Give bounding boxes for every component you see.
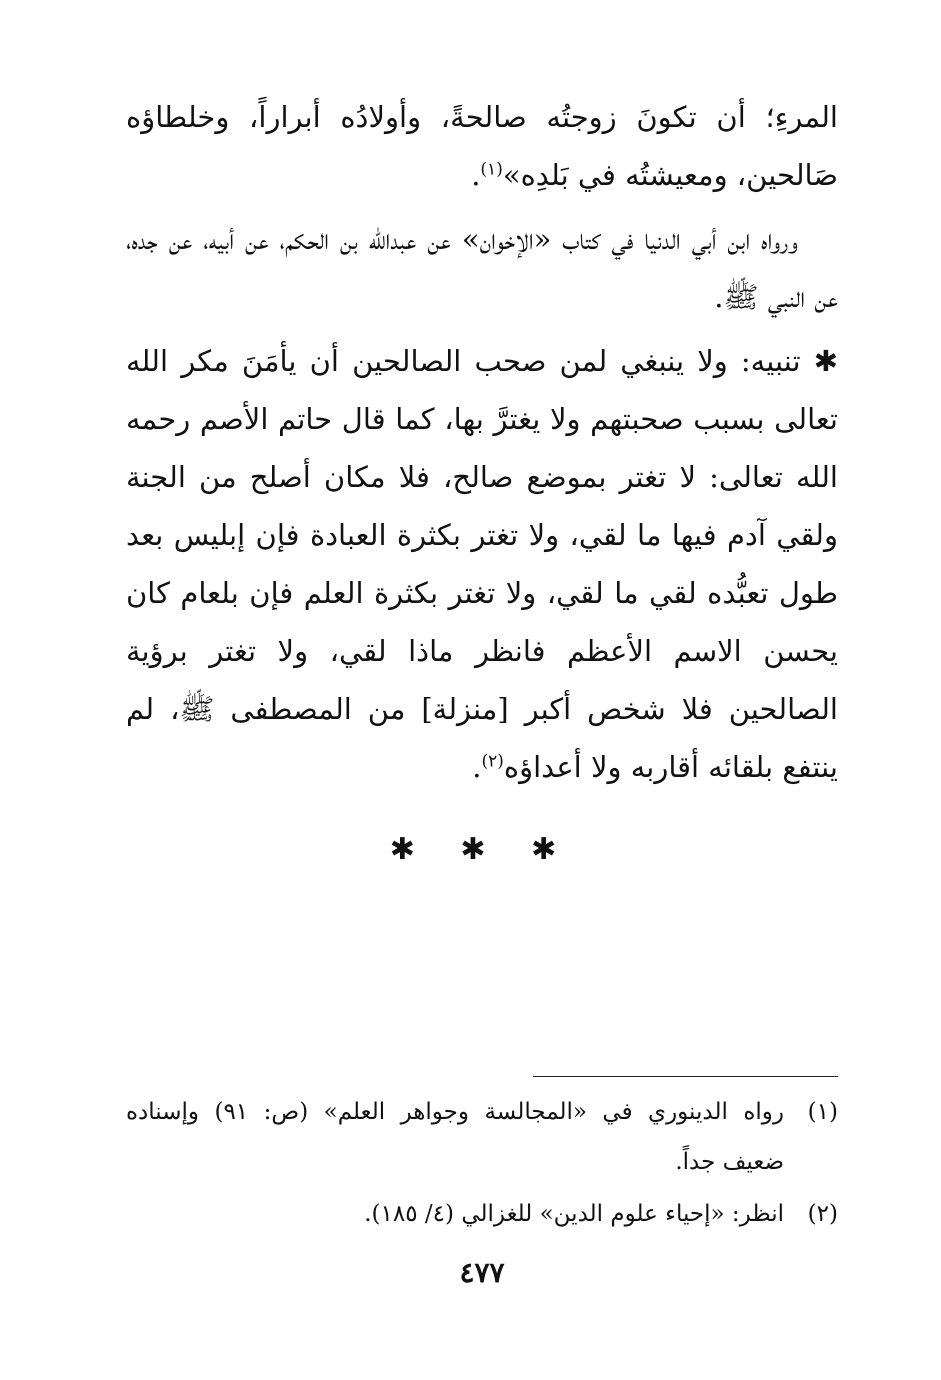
- paragraph-3: [126, 332, 838, 796]
- footnote-1: [126, 1087, 838, 1187]
- footnote-2-text: انظر: «إحياء علوم الدين» للغزالي (٤/ ١٨٥).: [364, 1201, 784, 1227]
- footnote-1-text: رواه الدينوري في «المجالسة وجواهر العلم» (ص: ٩١) وإسناده ضعيف جداً.: [126, 1099, 784, 1175]
- main-text: [126, 88, 838, 796]
- footnotes: [126, 1076, 838, 1239]
- paragraph-3-end: .: [472, 750, 482, 784]
- footnote-1-number: (١): [807, 1099, 838, 1125]
- paragraph-2-text: ورواه ابن أبي الدنيا في كتاب «الإخوان» عن عبدالله بن الحكم، عن أبيه، عن جده، عن النبي ﷺ.: [126, 222, 838, 314]
- footnote-2: [126, 1189, 838, 1239]
- paragraph-2: [126, 210, 838, 326]
- book-page: [126, 88, 838, 1338]
- page-number: ٤٧٧: [459, 1256, 505, 1289]
- footnote-ref-1[interactable]: (١): [480, 159, 503, 180]
- footnote-rule: [533, 1076, 838, 1077]
- paragraph-1-text: المرءِ؛ أن تكونَ زوجتُه صالحةً، وأولادُه أبراراً، وخلطاؤه صَالحين، ومعيشتُه في بَلدِه»: [126, 100, 838, 192]
- paragraph-1: [126, 88, 838, 204]
- section-separator: ✱ ✱ ✱: [389, 832, 575, 867]
- paragraph-1-end: .: [471, 158, 481, 192]
- footnote-ref-2[interactable]: (٢): [481, 751, 504, 772]
- footnote-2-number: (٢): [807, 1201, 838, 1227]
- paragraph-3-text: ✱ تنبيه: ولا ينبغي لمن صحب الصالحين أن يأمَنَ مكر الله تعالى بسبب صحبتهم ولا يغترَّ بها، كما قال حاتم الأصم رحمه الله تعالى: لا تغتر بموضع صالح، فلا مكان أصلح من الجنة ولقي آدم فيها ما لقي، ولا تغتر بكثرة العبادة فإن إبليس بعد طول تعبُّده لقي ما لقي، ولا تغتر بكثرة العلم فإن بلعام كان يحسن الاسم الأعظم فانظر ماذا لقي، ولا تغتر برؤية الصالحين فلا شخص أكبر [منزلة] من المصطفى ﷺ، لم ينتفع بلقائه أقاربه ولا أعداؤه: [126, 344, 838, 784]
